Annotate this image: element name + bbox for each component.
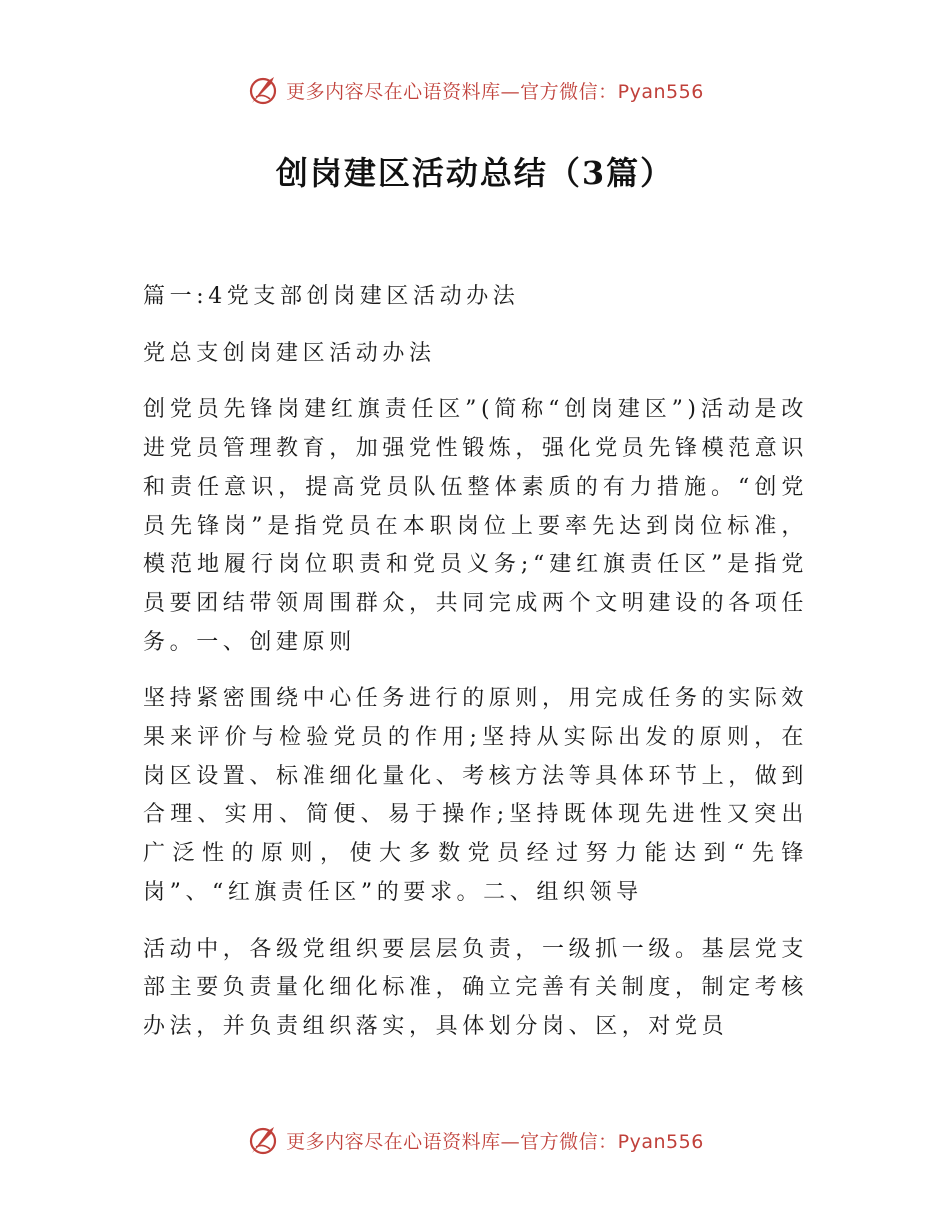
quill-seal-icon bbox=[246, 1123, 280, 1157]
header-watermark bbox=[0, 70, 950, 110]
watermark-text bbox=[286, 1127, 704, 1154]
body-paragraph: 创党员先锋岗建红旗责任区”(简称“创岗建区”)活动是改进党员管理教育，加强党性锻炼，强化党员先锋模范意识和责任意识，提高党员队伍整体素质的有力措施。“创党员先锋岗”是指党员在本职岗位上要率先达到岗位标准，模范地履行岗位职责和党员义务;“建红旗责任区”是指党员要团结带领周围群众，共同完成两个文明建设的各项任务。一、创建原则 bbox=[143, 397, 809, 655]
watermark-account: Pyan556 bbox=[617, 1130, 704, 1153]
body-paragraph: 活动中，各级党组织要层层负责，一级抓一级。基层党支部主要负责量化细化标准，确立完善有关制度，制定考核办法，并负责组织落实，具体划分岗、区，对党员 bbox=[143, 936, 809, 1039]
section-heading: 篇一:4党支部创岗建区活动办法 bbox=[143, 284, 520, 309]
body-paragraph: 坚持紧密围绕中心任务进行的原则，用完成任务的实际效果来评价与检验党员的作用;坚持从实际出发的原则，在岗区设置、标准细化量化、考核方法等具体环节上，做到合理、实用、简便、易于操作;坚持既体现先进性又突出广泛性的原则，使大多数党员经过努力能达到“先锋岗”、“红旗责任区”的要求。二、组织领导 bbox=[143, 686, 809, 905]
footer-watermark bbox=[0, 1120, 950, 1160]
watermark-text bbox=[286, 77, 704, 104]
subsection-heading: 党总支创岗建区活动办法 bbox=[143, 340, 436, 366]
document-body bbox=[143, 278, 808, 1065]
watermark-account: Pyan556 bbox=[617, 80, 704, 103]
document-title: 创岗建区活动总结（3篇） bbox=[275, 154, 675, 192]
watermark-site-text: 更多内容尽在心语资料库—官方微信： bbox=[286, 1130, 618, 1153]
quill-seal-icon bbox=[246, 73, 280, 107]
watermark-site-text: 更多内容尽在心语资料库—官方微信： bbox=[286, 80, 618, 103]
